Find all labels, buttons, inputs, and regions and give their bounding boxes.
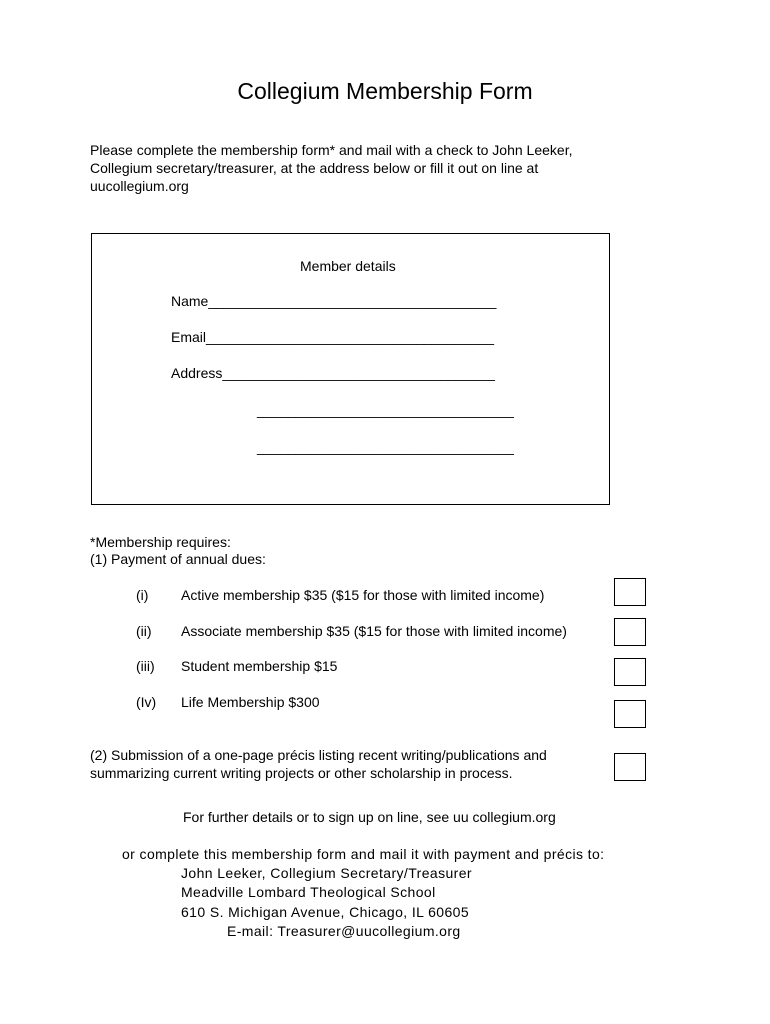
dues-heading: (1) Payment of annual dues:	[90, 551, 266, 567]
member-details-heading: Member details	[300, 258, 396, 274]
requirements-heading: *Membership requires:	[90, 534, 231, 550]
associate-membership-label: Associate membership $35 ($15 for those with limited income)	[181, 623, 567, 639]
associate-membership-checkbox[interactable]	[614, 618, 646, 646]
precis-checkbox[interactable]	[614, 753, 646, 781]
name-field[interactable]: Name_____________________________________	[171, 293, 497, 309]
mail-instructions: or complete this membership form and mail it with payment and précis to:	[122, 846, 605, 862]
intro-line-2: Collegium secretary/treasurer, at the address below or fill it out on line at	[90, 160, 539, 176]
email-field[interactable]: Email_____________________________________	[171, 329, 495, 345]
active-membership-checkbox[interactable]	[614, 578, 646, 606]
student-membership-label: Student membership $15	[181, 658, 338, 674]
option-number: (iii)	[136, 658, 155, 674]
address-line: John Leeker, Collegium Secretary/Treasurer	[181, 865, 472, 881]
life-membership-checkbox[interactable]	[614, 700, 646, 728]
form-title: Collegium Membership Form	[237, 78, 533, 104]
intro-line-1: Please complete the membership form* and mail with a check to John Leeker,	[90, 142, 573, 158]
intro-line-3: uucollegium.org	[90, 178, 189, 194]
address-field[interactable]: Address___________________________________	[171, 365, 495, 381]
precis-line-2: summarizing current writing projects or other scholarship in process.	[90, 765, 513, 781]
further-details-text: For further details or to sign up on line, see uu collegium.org	[183, 809, 556, 825]
life-membership-label: Life Membership $300	[181, 694, 320, 710]
address-line: 610 S. Michigan Avenue, Chicago, IL 60605	[181, 904, 470, 920]
address-line: Meadville Lombard Theological School	[181, 884, 436, 900]
option-number: (ii)	[136, 623, 152, 639]
student-membership-checkbox[interactable]	[614, 658, 646, 686]
option-number: (i)	[136, 587, 149, 603]
email-line: E-mail: Treasurer@uucollegium.org	[227, 923, 461, 939]
address-line-2-field[interactable]: _________________________________	[257, 402, 514, 418]
address-line-3-field[interactable]: _________________________________	[257, 439, 514, 455]
option-number: (Iv)	[136, 694, 157, 710]
precis-line-1: (2) Submission of a one-page précis listing recent writing/publications and	[90, 747, 547, 763]
active-membership-label: Active membership $35 ($15 for those with limited income)	[181, 587, 545, 603]
